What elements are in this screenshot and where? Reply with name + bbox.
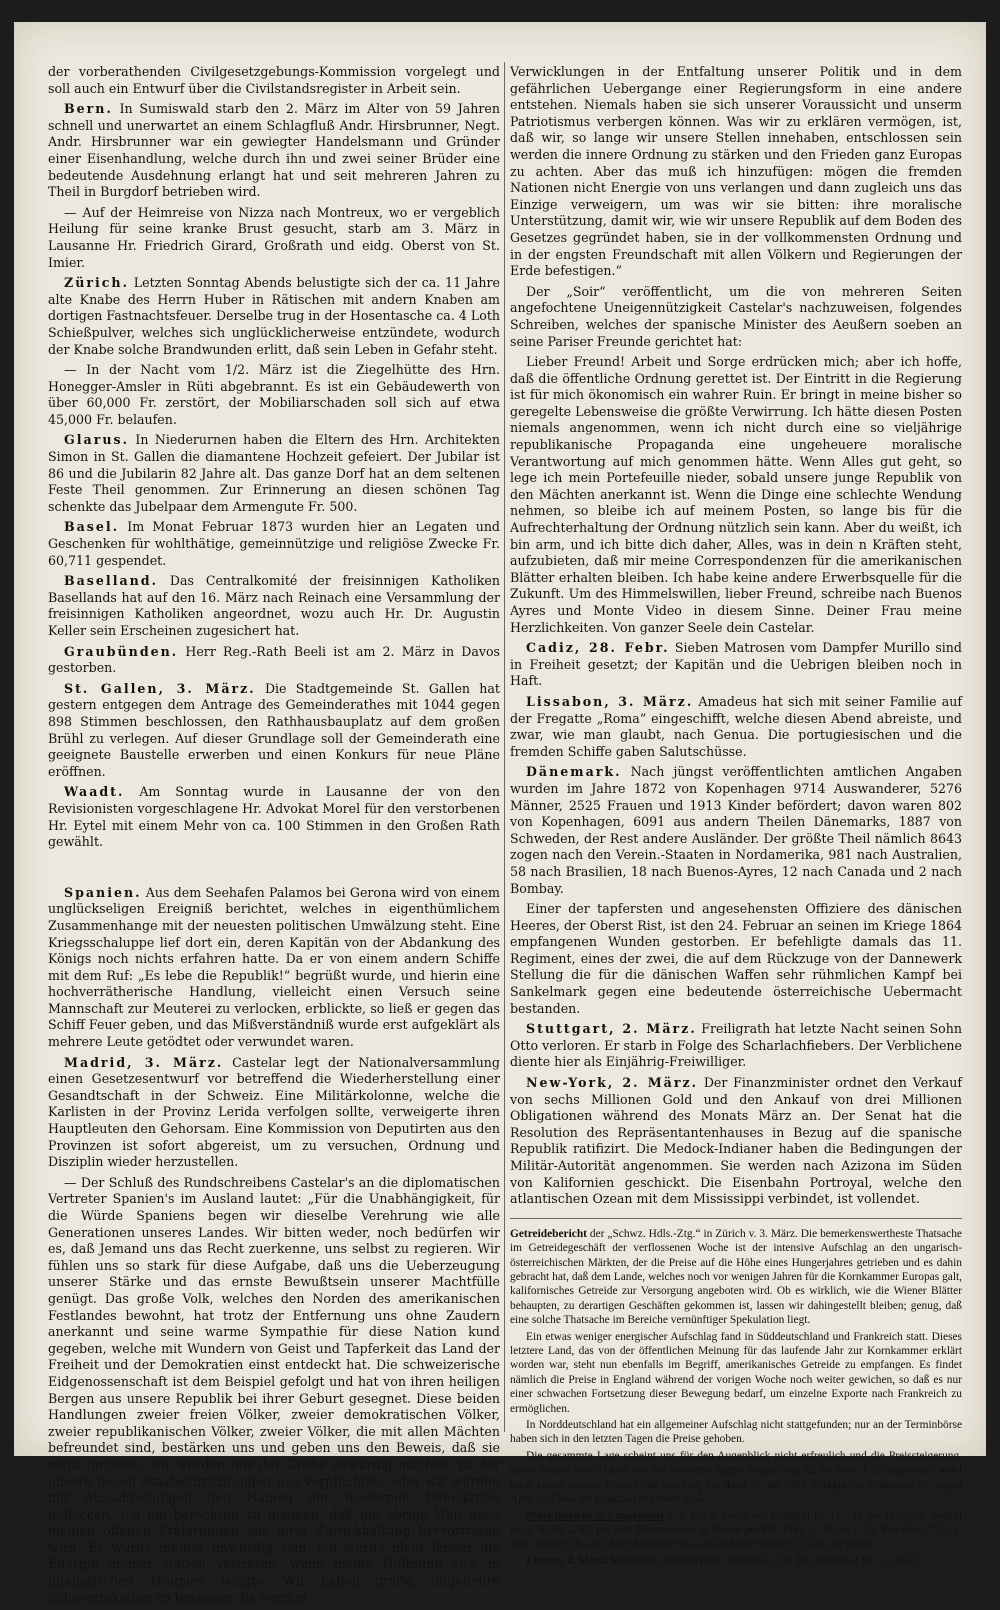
article-paragraph: [48, 101, 500, 201]
article-dateline: Madrid, 3. März.: [64, 1054, 224, 1070]
article-dateline: Getreidebericht: [510, 1227, 587, 1240]
article-dateline: Cadiz, 28. Febr.: [526, 640, 670, 656]
article-paragraph: [48, 644, 500, 677]
article-text: — Der Schluß des Rundschreibens Castelar's an die diplomatischen Vertreter Spanien's im Ausland lautet: „Für die Unabhängigkeit, für die Würde Spaniens begen wir dieselbe Verehrung wie alle Generationen unseres Landes. Wir bitten weder, noch bedürfen wir es, daß Jemand uns das Recht zuerkenne, uns selbst zu regieren. Wir fühlen uns so stark für diese Aufgabe, daß uns die Ueberzeugung unserer Stärke und das ernste Bewußtsein unserer Machtfülle genügt. Das große Volk, welches den Norden des amerikanischen Festlandes bewohnt, hat trotz der Entfernung uns ohne Zaudern anerkannt und seine warme Sympathie für diese Nation kund gegeben, welche mit Wundern von Geist und Tapferkeit das Land der Freiheit und der Demokratien einst entdeckt hat. Die schweizerische Eidgenossenschaft ist dem Beispiel gefolgt und hat von ihren heiligen Bergen aus unsere Republik bei ihrer Geburt gesegnet. Diese beiden Handlungen zweier freien Völker, zweier demokratischen Völker, zweier republikanischen Völker, zweier Völker, die mit allen Mächten befreundet sind, bestärken uns und geben uns den Beweis, daß sie nicht fürchten, wir würden uns der Größe unwürdig machen, zu der unsere neuen Staatseinrichtungen uns verpflichten, oder wir würden mit Ausschreitungen den Namen der modernen Demokratie beflecken. Ich bin berechtigt zu glauben, daß die übrige Welt nach meinen offenen Erklärungen aus ihrer Zurückhaltung hervortreten wird. Es würde meiner unwürdig sein, ich würde nicht länger die Energie meiner Nation vertreten, wenn meine Hoffnung sich in phanatischen Träumen wiegte. Wir haben große, ungeheure Schwierigkeiten zu besiegen. Es werden: [48, 1174, 500, 1605]
article-separator: [48, 855, 500, 885]
article-dateline: Graubünden.: [64, 643, 179, 659]
article-text: der vorberathenden Civilgesetzgebungs-Kommission vorgelegt und soll auch ein Entwurf über die Civilstandsregister in Arbeit sein.: [48, 64, 500, 96]
article-text: In Niederurnen haben die Eltern des Hrn. Architekten Simon in St. Gallen die diamantene Hochzeit gefeiert. Der Jubilar ist 86 und die Jubilarin 82 Jahre alt. Das ganze Dorf hat an dem seltenen Feste Theil genommen. Zur Erinnerung an diesen schönen Tag schenkte das Jubelpaar dem Armengute Fr. 500.: [48, 432, 500, 514]
article-paragraph: [510, 640, 962, 690]
market-reports: [510, 1227, 962, 1568]
article-paragraph: [48, 275, 500, 358]
article-paragraph: [48, 885, 500, 1051]
article-paragraph: [510, 1075, 962, 1208]
article-paragraph: [510, 694, 962, 760]
article-text: Freiligrath hat letzte Nacht seinen Sohn Otto verloren. Er starb in Folge des Scharlachfiebers. Der Verblichene diente hier als Einjährig-Freiwilliger.: [510, 1021, 962, 1070]
article-paragraph: [48, 681, 500, 781]
article-text: Amadeus hat sich mit seiner Familie auf der Fregatte „Roma“ eingeschifft, welche diesen Abend abreiste, und zwar, wie man glaubt, nach Genua. Die portugiesischen und die fremden Schiffe gaben Salutschüsse.: [510, 693, 962, 759]
article-dateline: Dänemark.: [526, 764, 622, 780]
article-paragraph: [48, 64, 500, 97]
right-column-articles: [510, 64, 962, 1208]
article-paragraph: [48, 1175, 500, 1606]
article-paragraph: [510, 1554, 962, 1568]
article-text: v. 4. März. Preise der Erdäpfel Fr. 11—12 per Dopplztr. Aepfel Fr. 2. 50 bis 2. 90, per Vrtl. Bauernanken in Ballen per Pfd. Frkn. 1. 30 bis 1. 35. Eier 6½—7 Ct. p. Stck. Kälber 30—60, fette Schweine 55—65 und fette Schafe 32 Cts. per Pfund.: [510, 1509, 962, 1551]
article-text: Einer der tapfersten und angesehensten Offiziere des dänischen Heeres, der Oberst Rist, ist den 24. Februar an seinen im Kriege 1864 empfangenen Wunden gestorben. Er befehligte damals das 11. Regiment, eines der zwei, die auf dem Rückzuge von der Dannewerk Stellung die für die dänischen Waffen sehr rühmlichen Kampf bei Sankelmark gegen eine bedeutende österreichische Uebermacht bestanden.: [510, 901, 962, 1016]
article-dateline: Bern.: [64, 101, 113, 117]
article-dateline: Waadt.: [64, 784, 125, 800]
article-text: Mittelpreis per Dopplztr. Kernen Fr. 39. 30, Aufschlag Fr. —. 60 Ct.: [610, 1554, 922, 1567]
article-paragraph: [510, 64, 962, 280]
column-divider: [504, 62, 505, 1432]
article-text: Am Sonntag wurde in Lausanne der von den Revisionisten vorgeschlagene Hr. Advokat Morel für den verstorbenen Hr. Eytel mit einem Mehr von ca. 100 Stimmen in den Großen Rath gewählt.: [48, 784, 500, 850]
article-dateline: Lissabon, 3. März.: [526, 693, 694, 709]
article-paragraph: [510, 1509, 962, 1552]
article-paragraph: [510, 764, 962, 897]
article-dateline: St. Gallen, 3. März.: [64, 680, 256, 696]
article-text: Im Monat Februar 1873 wurden hier an Legaten und Geschenken für wohlthätige, gemeinnützige und religiöse Zwecke Fr. 60,711 gespendet.: [48, 519, 500, 568]
article-paragraph: [48, 573, 500, 639]
article-text: In Sumiswald starb den 2. März im Alter von 59 Jahren schnell und unerwartet an einem Schlagfluß Andr. Hirsbrunner, Negt. Andr. Hirsbrunner war ein gewiegter Handelsmann und Gründer einer Eisenhandlung, welche durch ihn und zwei seiner Brüder eine bedeutende Ausdehnung erlangt hat und seit mehreren Jahren zu Theil in Burgdorf betrieben wird.: [48, 101, 500, 200]
article-paragraph: [48, 432, 500, 515]
article-paragraph: [510, 1021, 962, 1071]
article-text: Ein etwas weniger energischer Aufschlag fand in Süddeutschland und Frankreich statt. Dieses letztere Land, das von der öffentlichen Meinung für das laufende Jahr zur Kornkammer erklärt worden war, steht nun ebenfalls im Begriff, amerikanisches Getreide zu empfangen. Es findet nämlich die Preise in England während der vorigen Woche noch weiter gewichen, so daß es nur einer schwachen Fortsetzung dieser Bewegung bedarf, um einzelne Exporte nach Frankreich zu ermöglichen.: [510, 1330, 962, 1415]
article-text: — In der Nacht vom 1/2. März ist die Ziegelhütte des Hrn. Honegger-Amsler in Rüti abgebrannt. Es ist ein Gebäudewerth von über 60,000 Fr. zerstört, der Mobiliarschaden soll sich auf etwa 45,000 Fr. belaufen.: [48, 362, 500, 427]
article-paragraph: [510, 1418, 962, 1447]
article-text: Verwicklungen in der Entfaltung unserer Politik und in dem gefährlichen Uebergange einer Regierungsform in eine andere entstehen. Niemals haben sie sich unserer Voraussicht und unserm Patriotismus verbergen können. Was wir zu erklären vermögen, ist, daß wir, so lange wir unsere Stellen innehaben, entschlossen sein werden die innere Ordnung zu stärken und den Frieden ganz Europas zu achten. Aber das muß ich hinzufügen: mögen die fremden Nationen nicht Energie von uns verlangen und dann zugleich uns das Einzige verweigern, um was wir sie bitten: ihre moralische Unterstützung, damit wir, wie wir unsere Republik auf dem Boden des Gesetzes gegründet haben, sie in der vollkommensten Ordnung und in der engsten Freundschaft mit allen Völkern und Regierungen der Erde befestigen.“: [510, 64, 962, 279]
article-text: Aus dem Seehafen Palamos bei Gerona wird von einem unglückseligen Ereigniß berichtet, welches in eigenthümlichem Zusammenhange mit der neuesten politischen Umwälzung steht. Eine Kriegsschaluppe lief dort ein, deren Kapitän von der Abdankung des Königs noch nichts erfahren hatte. Da er von einem andern Schiffe mit dem Ruf: „Es lebe die Republik!“ begrüßt wurde, und hierin eine hochverrätherische Handlung, vielleicht einen Versuch seine Mannschaft zur Meuterei zu verlocken, erblickte, so ließ er gegen das Schiff Feuer geben, und das Mißverständniß wurde erst aufgeklärt als mehrere Leute getödtet oder verwundet waren.: [48, 884, 500, 1050]
article-text: Lieber Freund! Arbeit und Sorge erdrücken mich; aber ich hoffe, daß die öffentliche Ordnung gerettet ist. Der Eintritt in die Regierung ist für mich ökonomisch ein wahrer Ruin. Er bringt in meine bisher so geregelte Lebensweise die größte Verwirrung. Ich hätte diesen Posten niemals angenommen, wenn ich nicht durch eine so vieljährige republikanische Propaganda eine ungeheuere moralische Verantwortung auf mich genommen hätte. Wenn Alles gut geht, so lege ich mein Portefeuille nieder, sobald unsere junge Republik von den Mächten anerkannt ist. Wenn die Dinge eine schlechte Wendung nehmen, so bleibe ich auf meinem Posten, so lange bis für die Aufrechterhaltung der Ordnung nützlich sein kann. Aber du weißt, ich bin arm, und ich bitte dich daher, Alles, was in dein n Kräften steht, aufzubieten, daß mir meine Correspondenzen für die amerikanischen Blätter erhalten bleiben. Ich habe keine andere Erwerbsquelle für die Zukunft. Um des Himmelswillen, lieber Freund, schreibe nach Buenos Ayres und Monte Video in diesem Sinne. Deiner Frau meine Herzlichkeiten. Von ganzer Seele dein Castelar.: [510, 354, 962, 635]
article-paragraph: [48, 1055, 500, 1171]
left-column: [48, 64, 500, 1610]
article-dateline: Marktbericht v. Langenthal: [526, 1509, 664, 1522]
article-text: Das Centralkomité der freisinnigen Katholiken Basellands hat auf den 16. März nach Reinach eine Versammlung der freisinnigen Katholiken angeordnet, wozu auch Hr. Dr. Augustin Keller sein Erscheinen zugesichert hat.: [48, 573, 500, 638]
right-column: [510, 64, 962, 1570]
article-text: Der Finanzminister ordnet den Verkauf von sechs Millionen Gold und den Ankauf von drei Millionen Obligationen während des Monats März an. Der Senat hat die Resolution des Repräsentantenhauses in Bezug auf die spanische Republik ratifizirt. Die Medock-Indianer haben die Bedingungen der Militär-Autorität angenommen. Sie werden nach Azizona im Süden von Kalifornien geschickt. Die Eisenbahn Portroyal, welche den atlantischen Ozean mit dem Mississippi verbindet, ist vollendet.: [510, 1075, 963, 1207]
article-paragraph: [48, 784, 500, 850]
newspaper-page: [14, 22, 986, 1605]
article-paragraph: [48, 362, 500, 428]
article-text: Castelar legt der Nationalversammlung einen Gesetzesentwurf vor betreffend die Wiederherstellung einer Gesandtschaft in der Schweiz. Eine Militärkolonne, welche die Karlisten in der Provinz Lerida verfolgen sollte, verweigerte ihren Hauptleuten den Gehorsam. Eine Kommission von Deputirten aus den Provinzen ist sofort abgereist, um zu versuchen, Ordnung und Disziplin wieder herzustellen.: [48, 1054, 500, 1170]
article-paragraph: [510, 284, 962, 350]
article-paragraph: [510, 901, 962, 1017]
article-dateline: Baselland.: [64, 573, 158, 589]
article-dateline: Spanien.: [64, 884, 142, 900]
article-paragraph: [510, 1449, 962, 1507]
article-paragraph: [510, 1227, 962, 1328]
article-dateline: New-York, 2. März.: [526, 1075, 699, 1091]
article-paragraph: [48, 519, 500, 569]
article-text: — Auf der Heimreise von Nizza nach Montreux, wo er vergeblich Heilung für seine kranke Brust gesucht, starb am 3. März in Lausanne Hr. Friedrich Girard, Großrath und eidg. Oberst von St. Imier.: [48, 204, 500, 270]
article-dateline: Glarus.: [64, 432, 129, 448]
article-text: Nach jüngst veröffentlichten amtlichen Angaben wurden im Jahre 1872 von Kopenhagen 9714 Auswanderer, 5276 Männer, 2525 Frauen und 1913 Kinder befördert; davon waren 802 von Kopenhagen, 6091 aus andern Theilen Dänemarks, 1887 von Schweden, der Rest andere Ausländer. Der größte Theil nämlich 8643 zogen nach den Verein.-Staaten in Nordamerika, 981 nach Australien, 58 nach Brasilien, 18 nach Buenos-Ayres, 12 nach Canada und 2 nach Bombay.: [510, 764, 962, 896]
article-text: Der „Soir“ veröffentlicht, um die von mehreren Seiten angefochtene Uneigennützigkeit Castelar's nachzuweisen, folgendes Schreiben, welches der spanische Minister des Aeußern soeben an seine Pariser Freunde gerichtet hat:: [510, 283, 962, 349]
article-dateline: Stuttgart, 2. März.: [526, 1021, 697, 1037]
article-text: Sieben Matrosen vom Dampfer Murillo sind in Freiheit gesetzt; der Kapitän und die Uebrigen bleiben noch in Haft.: [510, 640, 962, 689]
article-text: Die Stadtgemeinde St. Gallen hat gestern entgegen dem Antrage des Gemeinderathes mit 1044 gegen 898 Stimmen beschlossen, den Rathhausbauplatz auf dem großen Brühl zu verlegen. Auf dieser Grundlage soll der Gemeinderath eine geeignete Baustelle erwerben und einen Konkurs für neue Pläne eröffnen.: [48, 680, 500, 779]
article-paragraph: [510, 354, 962, 636]
article-dateline: Luzern, 4. März.: [526, 1554, 608, 1567]
article-text: In Norddeutschland hat ein allgemeiner Aufschlag nicht stattgefunden; nur an der Terminbörse haben sich in den letzten Tagen die Preise gehoben.: [510, 1419, 962, 1446]
market-divider: [510, 1218, 962, 1219]
article-text: der „Schwz. Hdls.-Ztg.“ in Zürich v. 3. März. Die bemerkenswertheste Thatsache im Getreidegeschäft der verflossenen Woche ist der intensive Aufschlag an den ungarisch-österreichischen Märkten, der die Preise auf die Höhe eines Hungerjahres getrieben und es dahin gebracht hat, daß dem Lande, welches noch vor wenigen Jahren für die Kornkammer Europas galt, kalifornisches Getreide zur Versorgung angeboten wird. Ob es wirklich, wie die Wiener Blätter behaupten, zu derartigen Geschäften gekommen ist, lassen wir dahingestellt bleiben; genug, daß eine solche Thatsache im Bereiche vernünftiger Spekulation liegt.: [510, 1227, 962, 1327]
article-paragraph: [510, 1330, 962, 1416]
article-dateline: Zürich.: [64, 275, 129, 291]
article-paragraph: [48, 205, 500, 271]
article-text: Letzten Sonntag Abends belustigte sich der ca. 11 Jahre alte Knabe des Herrn Huber in Rätischen mit andern Knaben am dortigen Fastnachtsfeuer. Derselbe trug in der Hosentasche ca. 4 Loth Schießpulver, welches sich unglücklicherweise entzündete, wodurch der Knabe solche Brandwunden erlitt, daß sein Leben in Gefahr steht.: [48, 275, 500, 357]
article-text: Herr Reg.-Rath Beeli ist am 2. März in Davos gestorben.: [48, 643, 500, 676]
article-text: Die gesammte Lage scheint uns für den Augenblick nicht erfreulich und die Preissteigerung, deren Wahrscheinlichkeit wir vor vierzehn Tagen besprachen, dürfte trotz Frühlingswetter wohl noch etwas weitere Fortschritte machen, bis dann — im Falle erträglicher Witterung — gegen April und Mai die Reaktion beginnen muß.: [510, 1449, 962, 1506]
article-dateline: Basel.: [64, 519, 120, 535]
